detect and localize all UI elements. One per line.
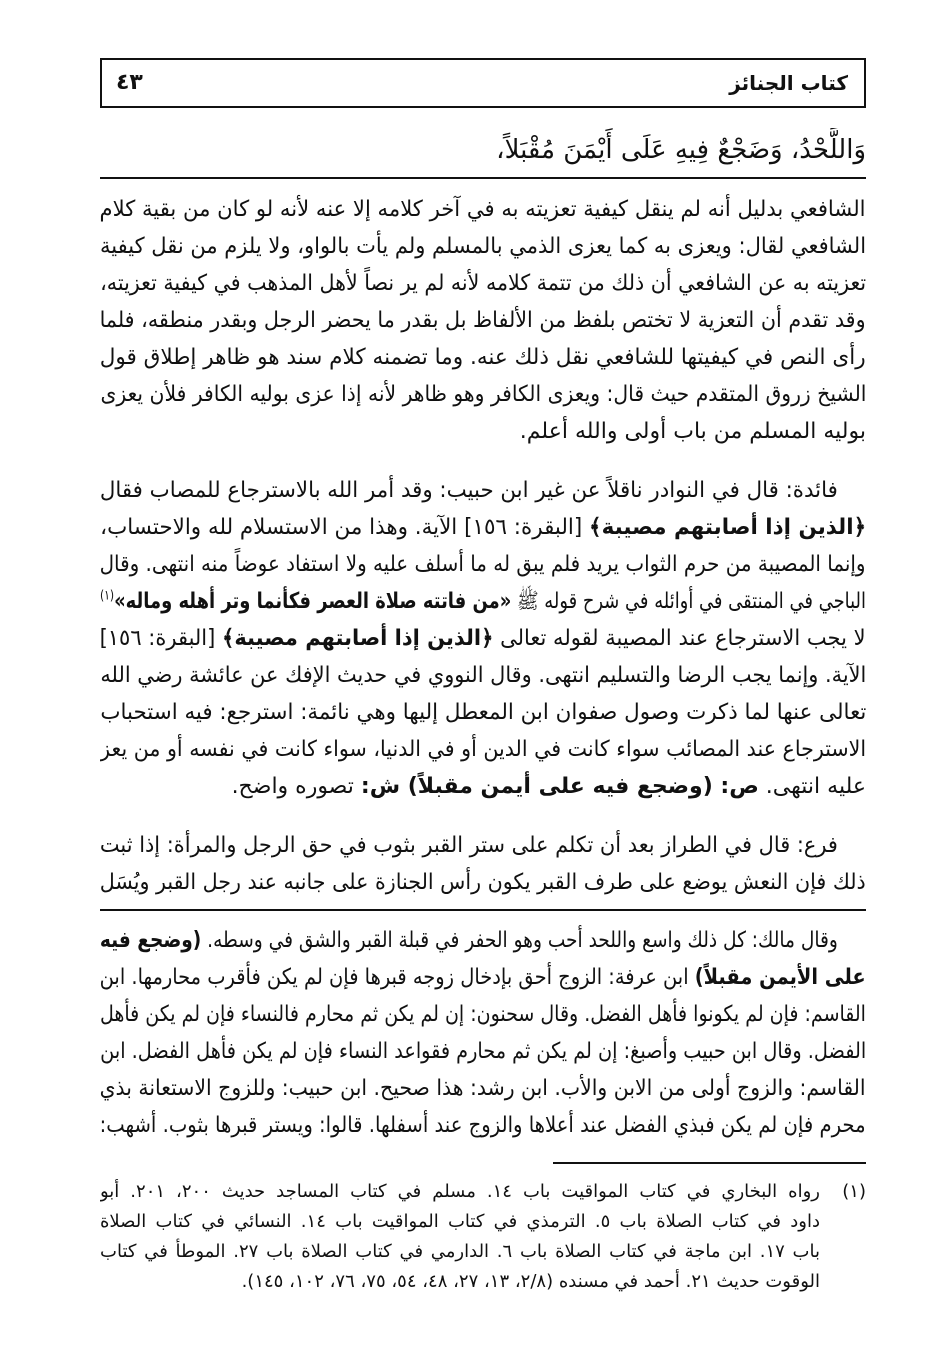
line-text-segment: عليه انتهى. (758, 774, 866, 799)
footnote-reference: (١) (100, 588, 115, 604)
footnote-line (100, 1207, 820, 1237)
matn-citation: ص: (وضجع فيه على أيمن مقبلاً) ش: (360, 774, 759, 799)
commentary-line (100, 827, 838, 864)
line-text: محرم فإن لم يكن فبذي الفضل عند أعلاها والزوج عند أسفلها. قالوا: ويستر قبرها بثوب. أشهب: (100, 1113, 866, 1138)
line-text: باب ١٧. ابن ماجة في كتاب الصلاة باب ٦. الدارمي في كتاب الصلاة باب ٢٧. الموطأ في كتاب (100, 1241, 820, 1262)
commentary-line (100, 657, 866, 694)
line-text-segment: ابن عرفة: الزوج أحق بإدخال زوجه قبرها فإن لم يكن فأقرب محارمها. ابن (100, 965, 696, 990)
line-text: القاسم: فإن لم يكونوا فأهل الفضل. وقال سحنون: إن لم يكن ثم محارم فالنساء فإن لم يكن فأهل (100, 1002, 866, 1027)
line-text: الآية. وإنما يجب الرضا والتسليم انتهى. وقال النووي في حديث الإفك عن عائشة رضي الله (100, 663, 866, 688)
hadith-quote: «من فاتته صلاة العصر فكأنما وتر أهله وماله» (114, 589, 512, 614)
footnote-divider (553, 1162, 866, 1164)
commentary-line (100, 228, 866, 265)
commentary-paragraph (100, 472, 866, 805)
commentary-line (100, 731, 866, 768)
quran-quote: ﴿الذين إذا أصابتهم مصيبة﴾ (222, 626, 494, 651)
line-text: الفضل. وقال ابن حبيب وأصبغ: إن لم يكن ثم محارم فقواعد النساء فإن لم يكن فأهل الفضل. ابن (100, 1039, 866, 1064)
commentary-line (100, 509, 866, 546)
line-text: الشافعي لقال: ويعزى به كما يعزى الذمي بالمسلم ولم يأت بالواو، ولا يلزم من نقل كيفية (100, 234, 866, 259)
line-text: القاسم: والزوج أولى من الابن والأب. ابن رشد: هذا صحيح. ابن حبيب: وللزوج الاستعانة بذي (100, 1076, 866, 1101)
commentary (100, 191, 866, 901)
line-text-segment: لا يجب الاسترجاع عند المصيبة لقوله تعالى (493, 626, 866, 651)
footnote (100, 1177, 866, 1297)
line-text-segment: وقال مالك: كل ذلك واسع واللحد أحب وهو الحفر في قبلة القبر والشق في وسطه. (201, 928, 838, 953)
matn-citation: (وضجع فيه (100, 928, 202, 953)
page-number: ٤٣ (116, 70, 143, 95)
line-text: بوليه المسلم من باب أولى والله أعلم. (519, 419, 866, 444)
line-text-segment: [البقرة: ١٥٦] الآية. وهذا من الاستسلام لله والاحتساب، (100, 515, 589, 540)
line-text (100, 583, 866, 620)
commentary-line (100, 864, 866, 901)
line-text: الشافعي بدليل أنه لم ينقل كيفية تعزيته به في آخر كلامه إلا عنه لأنه لو كان من بقية كلام (100, 197, 866, 222)
matn-citation: على الأيمن مقبلاً) (695, 965, 866, 990)
footnote-line (100, 1267, 820, 1297)
commentary-line (100, 265, 866, 302)
lower-commentary-line (100, 959, 866, 996)
line-text-segment: [البقرة: ١٥٦] (100, 626, 223, 651)
commentary-line (100, 768, 866, 805)
footnote-marker: (١) (842, 1181, 866, 1202)
divider (100, 909, 866, 911)
line-text: وقد تقدم أن التعزية لا تختص بلفظ من الألفاظ بل بقدر ما يحضر الرجل وبقدر منطقه، فلما (100, 308, 866, 333)
line-text: رواه البخاري في كتاب المواقيت باب ١٤. مسلم في كتاب المساجد حديث ٢٠٠، ٢٠١. أبو (100, 1181, 820, 1202)
line-text: تعالى عنها لما ذكرت وصول صفوان ابن المعطل إليها وهي نائمة: استرجع: فيه استحباب (100, 700, 866, 725)
commentary-line (100, 546, 866, 583)
commentary-paragraph (100, 191, 866, 450)
footnote-body (100, 1177, 820, 1297)
line-text (100, 959, 866, 996)
line-text: فائدة: قال في النوادر ناقلاً عن غير ابن حبيب: وقد أمر الله بالاسترجاع للمصاب فقال (100, 478, 838, 503)
lower-commentary-line (100, 1070, 866, 1107)
commentary-line (100, 302, 866, 339)
line-text: الوقوت حديث ٢١. أحمد في مسنده (٢/٨، ١٣، ٢٧، ٤٨، ٥٤، ٧٥، ٧٦، ١٠٢، ١٤٥). (241, 1271, 820, 1292)
commentary-line (100, 413, 866, 450)
lower-commentary-line (100, 1033, 866, 1070)
footnote-line (100, 1237, 820, 1267)
chapter-title: كتاب الجنائز (729, 71, 848, 95)
line-text (100, 620, 866, 657)
commentary-line (100, 694, 866, 731)
line-text: رأى النص في كيفيتها للشافعي نقل ذلك عنه. وما تضمنه كلام سند هو ظاهر إطلاق قول (100, 345, 866, 370)
line-text: داود في كتاب الصلاة باب ٥. الترمذي في كتاب المواقيت باب ١٤. النسائي في كتاب الصلاة (100, 1211, 820, 1232)
commentary-line (100, 339, 866, 376)
line-text-segment: تصوره واضح. (231, 774, 361, 799)
commentary-line (100, 191, 866, 228)
commentary-line (100, 583, 866, 620)
commentary-paragraph (100, 827, 866, 901)
line-text: الاسترجاع عند المصائب سواء كانت في الدين أو في الدنيا، سواء كانت في نفسه أو من يعز (100, 737, 866, 762)
running-header (100, 58, 866, 108)
footnotes (100, 1177, 866, 1297)
commentary-line (100, 620, 866, 657)
line-text (100, 509, 866, 546)
matn-text: وَاللَّحْدُ، وَضَجْعٌ فِيهِ عَلَى أَيْمَنَ مُقْبَلاً، (496, 135, 866, 165)
line-text (232, 768, 866, 805)
line-text: الشيخ زروق المتقدم حيث قال: ويعزى الكافر وهو ظاهر لأنه إذا عزى بوليه الكافر فلأن يعزى (100, 382, 866, 407)
line-text: وإنما المصيبة من حرم الثواب يريد فلم يبق له ما أسلف عليه ولا استفاد عوضاً منه انتهى. وقال (100, 552, 866, 577)
quran-quote: ﴿الذين إذا أصابتهم مصيبة﴾ (588, 515, 866, 540)
line-text (100, 922, 838, 959)
divider (100, 177, 866, 179)
commentary-line (100, 472, 838, 509)
line-text-segment: الباجي في المنتقى في أوائله في شرح قوله ﷺ (511, 589, 866, 614)
lower-commentary-line (100, 996, 866, 1033)
line-text: تعزيته به عن الشافعي أن ذلك من تتمة كلامه لأنه لم ير نصاً لأهل المذهب في كيفية تعزيته، (100, 271, 866, 296)
line-text: فرع: قال في الطراز بعد أن تكلم على ستر القبر بثوب في حق الرجل والمرأة: إذا ثبت (100, 833, 838, 858)
lower-commentary (100, 922, 866, 1144)
line-text: ذلك فإن النعش يوضع على طرف القبر يكون رأس الجنازة على جانبه عند رجل القبر ويُسَل (100, 870, 866, 895)
footnote-line (100, 1177, 820, 1207)
lower-commentary-line (100, 922, 838, 959)
commentary-line (100, 376, 866, 413)
lower-commentary-line (100, 1107, 866, 1144)
